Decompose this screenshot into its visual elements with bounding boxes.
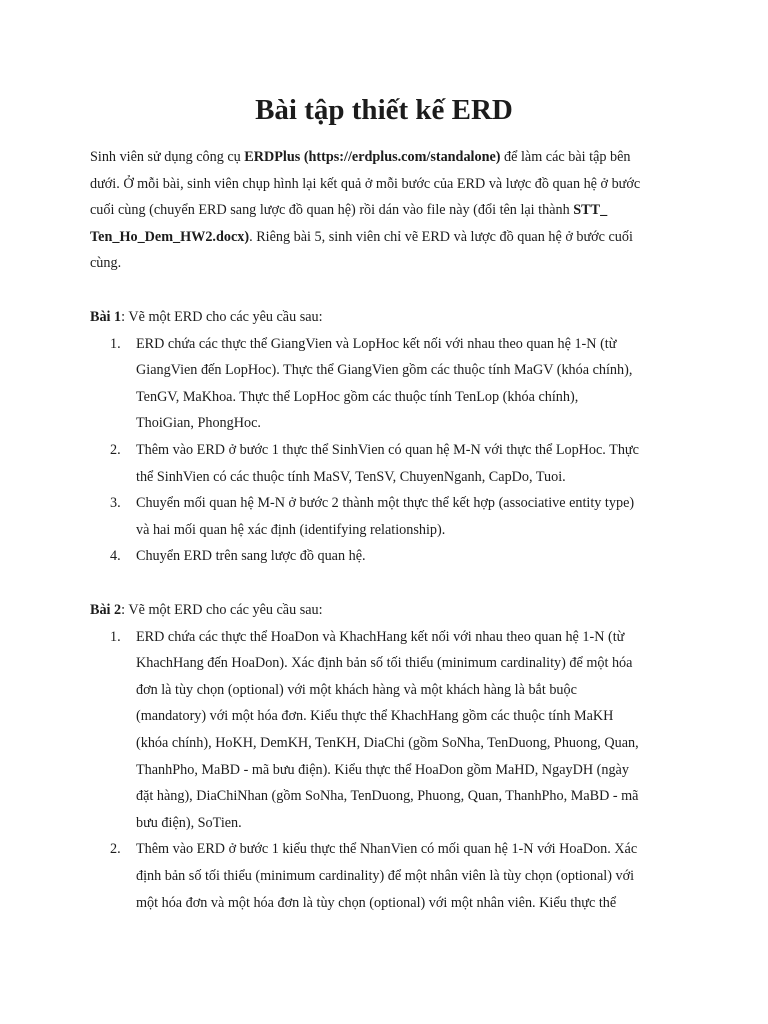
document-title: Bài tập thiết kế ERD [255,94,513,126]
item-line: ERD chứa các thực thể GiangVien và LopHoc kết nối với nhau theo quan hệ 1-N (từ [136,335,617,352]
exercise-2-label: Bài 2 [90,602,122,618]
item-number: 2. [110,442,121,458]
intro-line-4 [90,224,633,251]
exercise-2-heading-text: : Vẽ một ERD cho các yêu cầu sau: [121,602,323,618]
item-number: 3. [110,495,121,512]
item-number: 1. [110,628,121,645]
item-line: ThoiGian, PhongHoc. [136,415,261,432]
exercise-2-heading [90,597,323,624]
intro-line-2: dưới. Ở mỗi bài, sinh viên chụp hình lại kết quả ở mỗi bước của ERD và lược đồ quan hệ ở bước [90,175,641,192]
item-line: thể SinhVien có các thuộc tính MaSV, TenSV, ChuyenNganh, CapDo, Tuoi. [136,468,566,485]
item-line: (khóa chính), HoKH, DemKH, TenKH, DiaChi (gồm SoNha, TenDuong, Phuong, Quan, [136,734,639,751]
filename-suffix: Ten_Ho_Dem_HW2.docx) [90,228,250,245]
item-number: 2. [110,841,121,858]
exercise-1-heading-text: : Vẽ một ERD cho các yêu cầu sau: [121,309,323,325]
exercise-1-label: Bài 1 [90,309,122,325]
item-line: Thêm vào ERD ở bước 1 thực thể SinhVien có quan hệ M-N với thực thể LopHoc. Thực [136,442,639,458]
item-number: 4. [110,548,121,565]
item-line: GiangVien đến LopHoc). Thực thể GiangVien gồm các thuộc tính MaGV (khóa chính), [136,362,633,379]
erdplus-link-text: ERDPlus (https://erdplus.com/standalone) [244,149,501,165]
intro-line-5: cùng. [90,255,122,272]
item-line: KhachHang đến HoaDon). Xác định bản số tối thiểu (minimum cardinality) để một hóa [136,655,633,672]
item-line: một hóa đơn và một hóa đơn là tùy chọn (optional) với một nhân viên. Kiểu thực thể [136,894,617,911]
item-line: Chuyển mối quan hệ M-N ở bước 2 thành một thực thể kết hợp (associative entity type) [136,495,635,512]
item-line: ThanhPho, MaBD - mã bưu điện). Kiểu thực thể HoaDon gồm MaHD, NgayDH (ngày [136,761,629,778]
intro-line-3 [90,197,607,224]
item-line: TenGV, MaKhoa. Thực thể LopHoc gồm các thuộc tính TenLop (khóa chính), [136,388,579,405]
intro-text-4b: . Riêng bài 5, sinh viên chỉ vẽ ERD và lược đồ quan hệ ở bước cuối [249,228,633,245]
intro-text-1a: Sinh viên sử dụng công cụ [90,149,245,165]
item-line: định bản số tối thiểu (minimum cardinality) để một nhân viên là tùy chọn (optional) với [136,867,635,884]
item-line: (mandatory) với một hóa đơn. Kiểu thực thể KhachHang gồm các thuộc tính MaKH [136,708,614,725]
exercise-1-heading [90,304,323,331]
item-line: Chuyển ERD trên sang lược đồ quan hệ. [136,548,366,565]
item-line: bưu điện), SoTien. [136,814,242,831]
item-line: ERD chứa các thực thể HoaDon và KhachHang kết nối với nhau theo quan hệ 1-N (từ [136,628,625,645]
intro-line-1 [90,144,631,171]
intro-text-3a: cuối cùng (chuyển ERD sang lược đồ quan hệ) rồi dán vào file này (đổi tên lại thành [90,202,574,219]
item-line: đặt hàng), DiaChiNhan (gồm SoNha, TenDuong, Phuong, Quan, ThanhPho, MaBD - mã [136,788,639,805]
item-line: đơn là tùy chọn (optional) với một khách hàng và một khách hàng là bắt buộc [136,681,577,698]
filename-prefix: STT_ [573,202,608,219]
intro-text-1c: để làm các bài tập bên [500,149,631,165]
item-line: Thêm vào ERD ở bước 1 kiểu thực thể NhanVien có mối quan hệ 1-N với HoaDon. Xác [136,841,638,858]
item-line: và hai mối quan hệ xác định (identifying relationship). [136,521,446,538]
item-number: 1. [110,335,121,352]
